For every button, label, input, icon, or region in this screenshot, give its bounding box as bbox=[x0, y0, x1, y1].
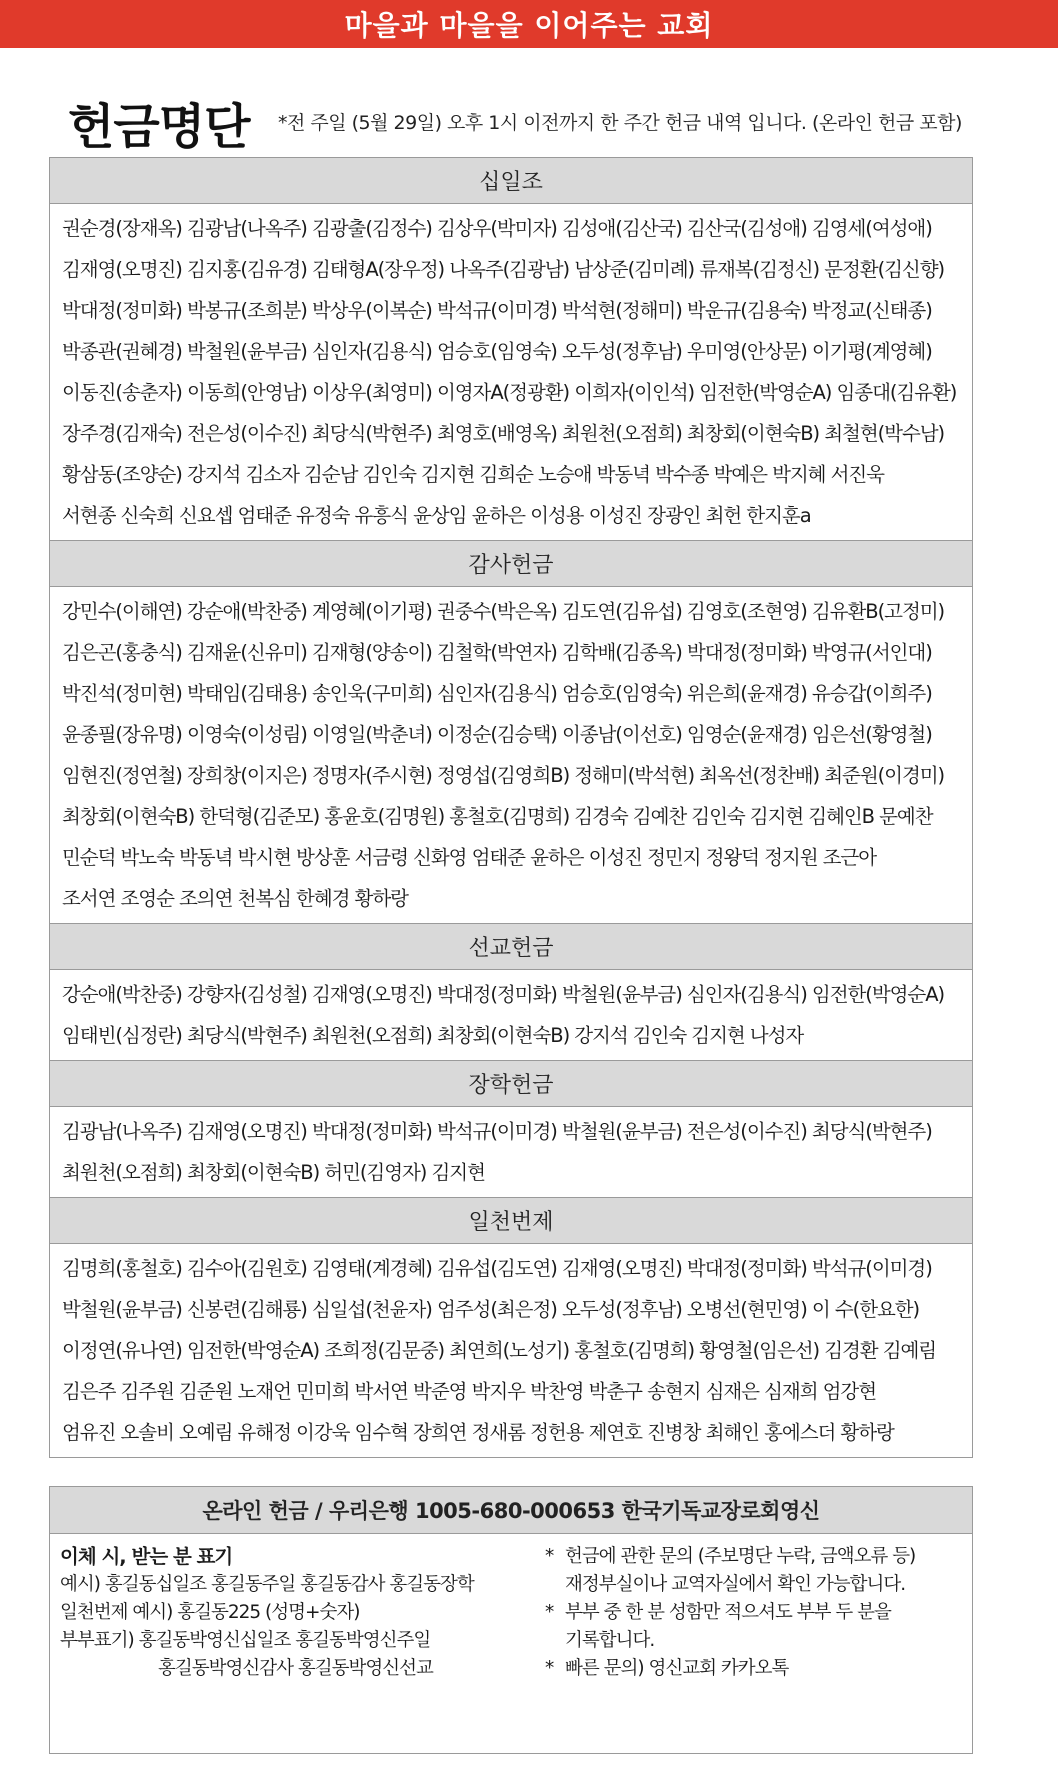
page-title: 헌금명단 bbox=[68, 99, 250, 155]
note-item bbox=[545, 1599, 965, 1627]
bullet-star: * bbox=[545, 1602, 554, 1623]
bank-account-header: 온라인 헌금 / 우리은행 1005-680-000653 한국기독교장로회영신 bbox=[50, 1487, 972, 1534]
title-row bbox=[68, 88, 988, 155]
bullet-star: * bbox=[545, 1546, 554, 1567]
name-line: 김재영(오명진) 김지홍(김유경) 김태형A(장우정) 나옥주(김광남) 남상준(김미례) 류재복(김정신) 문정환(김신향) bbox=[62, 258, 945, 281]
name-line: 김은곤(홍충식) 김재윤(신유미) 김재형(양송이) 김철학(박연자) 김학배(김종옥) 박대정(정미화) 박영규(서인대) bbox=[62, 641, 932, 664]
name-line: 민순덕 박노숙 박동녁 박시현 방상훈 서금령 신화영 엄태준 윤하은 이성진 정민지 정왕덕 정지원 조근아 bbox=[62, 846, 876, 869]
name-line: 박철원(윤부금) 신봉련(김해룡) 심일섭(천윤자) 엄주성(최은정) 오두성(정후남) 오병선(현민영) 이 수(한요한) bbox=[62, 1298, 920, 1321]
name-line: 박대정(정미화) 박봉규(조희분) 박상우(이복순) 박석규(이미경) 박석현(정해미) 박운규(김용숙) 박정교(신태종) bbox=[62, 299, 932, 322]
name-line: 윤종필(장유명) 이영숙(이성림) 이영일(박춘녀) 이정순(김승택) 이종남(이선호) 임영순(윤재경) 임은선(황영철) bbox=[62, 723, 932, 746]
note-continuation: 기록합니다. bbox=[565, 1630, 655, 1651]
name-line: 김명희(홍철호) 김수아(김원호) 김영태(계경혜) 김유섭(김도연) 김재영(오명진) 박대정(정미화) 박석규(이미경) bbox=[62, 1257, 932, 1280]
name-line: 이정연(유나연) 임전한(박영순A) 조희정(김문중) 최연희(노성기) 홍철호(김명희) 황영철(임은선) 김경환 김예림 bbox=[62, 1339, 937, 1362]
section-header-tithe: 십일조 bbox=[50, 158, 972, 204]
name-line: 최원천(오점희) 최창회(이현숙B) 허민(김영자) 김지현 bbox=[62, 1161, 485, 1184]
section-names-thanks bbox=[50, 587, 972, 924]
transfer-example-line: 예시) 홍길동십일조 홍길동주일 홍길동감사 홍길동장학 bbox=[60, 1574, 474, 1595]
note-text: 빠른 문의) 영신교회 카카오톡 bbox=[565, 1658, 789, 1679]
section-header-scholarship: 장학헌금 bbox=[50, 1061, 972, 1107]
period-note: *전 주일 (5월 29일) 오후 1시 이전까지 한 주간 헌금 내역 입니다. (온라인 헌금 포함) bbox=[278, 112, 962, 134]
section-names-tithe bbox=[50, 204, 972, 541]
section-header-thanks: 감사헌금 bbox=[50, 541, 972, 587]
transfer-instructions bbox=[60, 1543, 550, 1683]
name-line: 박종관(권혜경) 박철원(윤부금) 심인자(김용식) 엄승호(임영숙) 오두성(정후남) 우미영(안상문) 이기평(계영혜) bbox=[62, 340, 932, 363]
transfer-example-line: 부부표기) 홍길동박영신십일조 홍길동박영신주일 bbox=[60, 1630, 431, 1651]
name-line: 최창회(이현숙B) 한덕형(김준모) 홍윤호(김명원) 홍철호(김명희) 김경숙 김예찬 김인숙 김지현 김혜인B 문예찬 bbox=[62, 805, 933, 828]
name-line: 김은주 김주원 김준원 노재언 민미희 박서연 박준영 박지우 박찬영 박춘구 송현지 심재은 심재희 엄강현 bbox=[62, 1380, 876, 1403]
name-line: 장주경(김재숙) 전은성(이수진) 최당식(박현주) 최영호(배영옥) 최원천(오점희) 최창회(이현숙B) 최철현(박수남) bbox=[62, 422, 945, 445]
note-item bbox=[545, 1655, 965, 1683]
name-line: 강민수(이해연) 강순애(박찬중) 계영혜(이기평) 권중수(박은옥) 김도연(김유섭) 김영호(조현영) 김유환B(고정미) bbox=[62, 600, 945, 623]
name-line: 박진석(정미현) 박태임(김태용) 송인욱(구미희) 심인자(김용식) 엄승호(임영숙) 위은희(윤재경) 유승갑(이희주) bbox=[62, 682, 932, 705]
section-header-thousand: 일천번제 bbox=[50, 1198, 972, 1244]
note-continuation: 재정부실이나 교역자실에서 확인 가능합니다. bbox=[565, 1574, 906, 1595]
name-line: 강순애(박찬중) 강향자(김성철) 김재영(오명진) 박대정(정미화) 박철원(윤부금) 심인자(김용식) 임전한(박영순A) bbox=[62, 983, 945, 1006]
section-names-thousand bbox=[50, 1244, 972, 1458]
name-line: 이동진(송춘자) 이동희(안영남) 이상우(최영미) 이영자A(정광환) 이희자(이인석) 임전한(박영순A) 임종대(김유환) bbox=[62, 381, 957, 404]
section-names-scholarship bbox=[50, 1107, 972, 1198]
inquiry-notes bbox=[545, 1543, 965, 1683]
section-names-mission bbox=[50, 970, 972, 1061]
top-banner: 마을과 마을을 이어주는 교회 bbox=[0, 0, 1058, 48]
bullet-star: * bbox=[545, 1658, 554, 1679]
name-line: 김광남(나옥주) 김재영(오명진) 박대정(정미화) 박석규(이미경) 박철원(윤부금) 전은성(이수진) 최당식(박현주) bbox=[62, 1120, 932, 1143]
transfer-title: 이체 시, 받는 분 표기 bbox=[60, 1545, 233, 1568]
note-text: 부부 중 한 분 성함만 적으셔도 부부 두 분을 bbox=[565, 1602, 891, 1623]
name-line: 엄유진 오솔비 오예림 유해정 이강욱 임수혁 장희연 정새롬 정헌용 제연호 진병창 최해인 홍에스더 황하랑 bbox=[62, 1421, 894, 1444]
name-line: 조서연 조영순 조의연 천복심 한혜경 황하랑 bbox=[62, 887, 408, 910]
name-line: 황삼동(조양순) 강지석 김소자 김순남 김인숙 김지현 김희순 노승애 박동녁 박수종 박예은 박지혜 서진욱 bbox=[62, 463, 884, 486]
note-text: 헌금에 관한 문의 (주보명단 누락, 금액오류 등) bbox=[565, 1546, 916, 1567]
transfer-example-line: 홍길동박영신감사 홍길동박영신선교 bbox=[158, 1658, 433, 1679]
name-line: 임태빈(심정란) 최당식(박현주) 최원천(오점희) 최창회(이현숙B) 강지석 김인숙 김지현 나성자 bbox=[62, 1024, 804, 1047]
offering-table bbox=[49, 157, 973, 1458]
online-offering-info bbox=[49, 1486, 973, 1754]
transfer-example-line: 일천번제 예시) 홍길동225 (성명+숫자) bbox=[60, 1602, 360, 1623]
section-header-mission: 선교헌금 bbox=[50, 924, 972, 970]
name-line: 권순경(장재옥) 김광남(나옥주) 김광출(김정수) 김상우(박미자) 김성애(김산국) 김산국(김성애) 김영세(여성애) bbox=[62, 217, 932, 240]
name-line: 서현종 신숙희 신요셉 엄태준 유정숙 유흥식 윤상임 윤하은 이성용 이성진 장광인 최헌 한지훈a bbox=[62, 504, 811, 527]
note-item bbox=[545, 1543, 965, 1571]
name-line: 임현진(정연철) 장희창(이지은) 정명자(주시현) 정영섭(김영희B) 정해미(박석현) 최옥선(정찬배) 최준원(이경미) bbox=[62, 764, 945, 787]
